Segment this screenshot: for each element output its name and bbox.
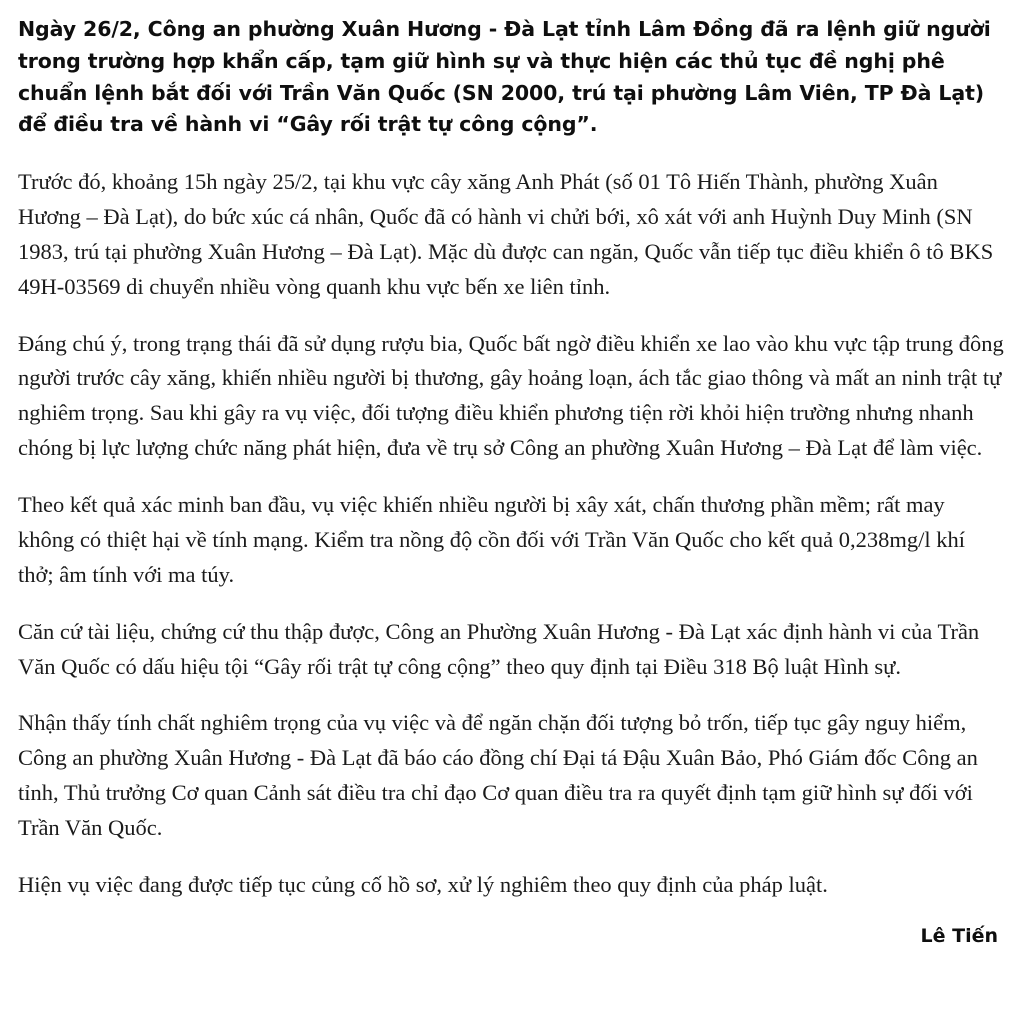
article-lead-paragraph: Ngày 26/2, Công an phường Xuân Hương - Đà Lạt tỉnh Lâm Đồng đã ra lệnh giữ người trong trường hợp khẩn cấp, tạm giữ hình sự và thực hiện các thủ tục đề nghị phê chuẩn lệnh bắt đối với Trần Văn Quốc (SN 2000, trú tại phường Lâm Viên, TP Đà Lạt) để điều tra về hành vi “Gây rối trật tự công cộng”. [18, 17, 991, 137]
article-paragraph: Căn cứ tài liệu, chứng cứ thu thập được, Công an Phường Xuân Hương - Đà Lạt xác định hành vi của Trần Văn Quốc có dấu hiệu tội “Gây rối trật tự công cộng” theo quy định tại Điều 318 Bộ luật Hình sự. [18, 618, 980, 679]
article-paragraph: Hiện vụ việc đang được tiếp tục củng cố hồ sơ, xử lý nghiêm theo quy định của pháp luật. [18, 871, 828, 897]
article-paragraph: Nhận thấy tính chất nghiêm trọng của vụ việc và để ngăn chặn đối tượng bỏ trốn, tiếp tục gây nguy hiểm, Công an phường Xuân Hương - Đà Lạt đã báo cáo đồng chí Đại tá Đậu Xuân Bảo, Phó Giám đốc Công an tỉnh, Thủ trưởng Cơ quan Cảnh sát điều tra chỉ đạo Cơ quan điều tra ra quyết định tạm giữ hình sự đối với Trần Văn Quốc. [18, 710, 978, 841]
article-paragraph: Đáng chú ý, trong trạng thái đã sử dụng rượu bia, Quốc bất ngờ điều khiển xe lao vào khu vực tập trung đông người trước cây xăng, khiến nhiều người bị thương, gây hoảng loạn, ách tắc giao thông và mất an ninh trật tự nghiêm trọng. Sau khi gây ra vụ việc, đối tượng điều khiển phương tiện rời khỏi hiện trường nhưng nhanh chóng bị lực lượng chức năng phát hiện, đưa về trụ sở Công an phường Xuân Hương – Đà Lạt để làm việc. [18, 330, 1004, 461]
article-paragraph: Theo kết quả xác minh ban đầu, vụ việc khiến nhiều người bị xây xát, chấn thương phần mềm; rất may không có thiệt hại về tính mạng. Kiểm tra nồng độ cồn đối với Trần Văn Quốc cho kết quả 0,238mg/l khí thở; âm tính với ma túy. [18, 492, 965, 587]
article-byline: Lê Tiến [920, 924, 998, 947]
article-paragraph: Trước đó, khoảng 15h ngày 25/2, tại khu vực cây xăng Anh Phát (số 01 Tô Hiến Thành, phường Xuân Hương – Đà Lạt), do bức xúc cá nhân, Quốc đã có hành vi chửi bới, xô xát với anh Huỳnh Duy Minh (SN 1983, trú tại phường Xuân Hương – Đà Lạt). Mặc dù được can ngăn, Quốc vẫn tiếp tục điều khiển ô tô BKS 49H-03569 di chuyển nhiều vòng quanh khu vực bến xe liên tỉnh. [18, 169, 994, 299]
